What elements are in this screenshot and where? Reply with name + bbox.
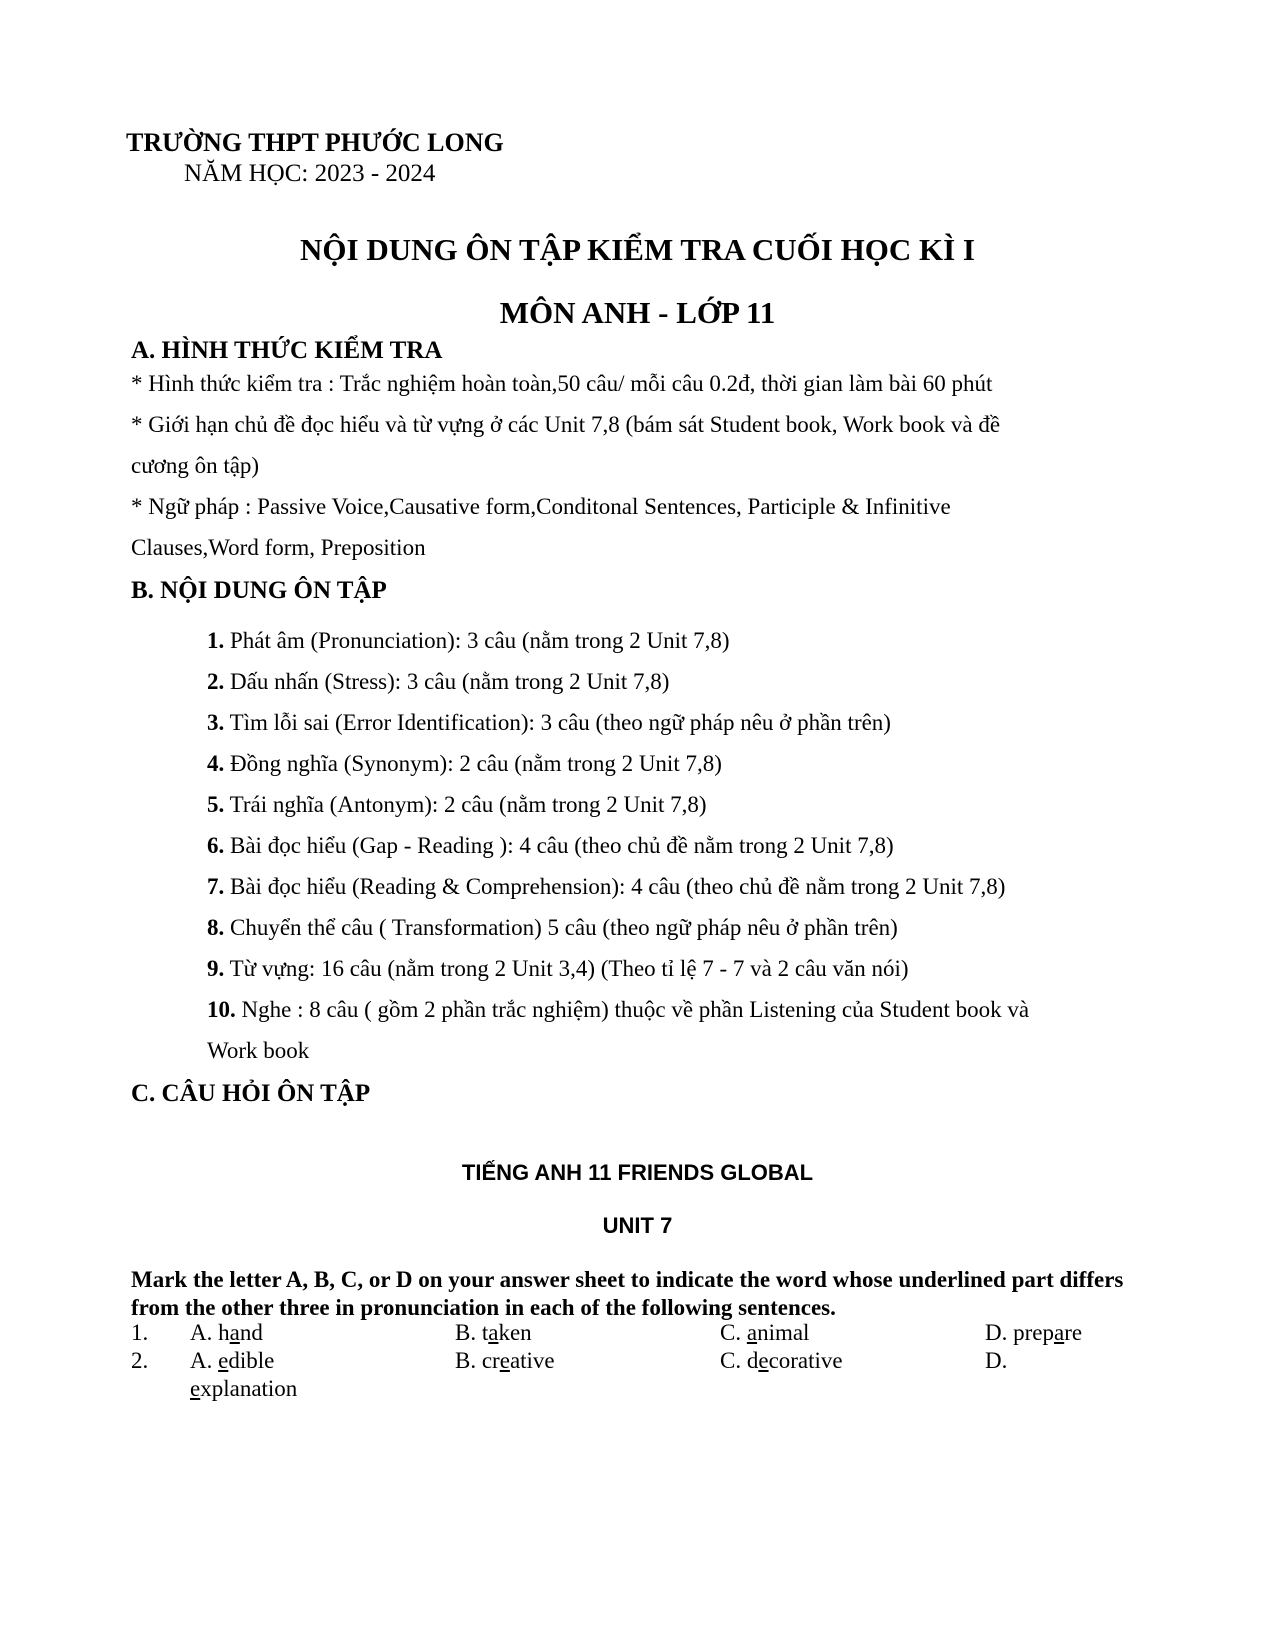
option-c: C. decorative [720,1348,843,1373]
list-item [207,833,894,859]
list-item [207,997,1029,1023]
document-subtitle: MÔN ANH - LỚP 11 [499,295,776,330]
option-c: C. animal [720,1320,810,1345]
item-text: Chuyển thể câu ( Transformation) 5 câu (theo ngữ pháp nêu ở phần trên) [224,915,898,940]
section-a-line: cương ôn tập) [131,453,260,478]
option-a: A. hand [190,1320,263,1345]
section-a-line: Clauses,Word form, Preposition [131,535,426,560]
section-b-heading: B. NỘI DUNG ÔN TẬP [131,577,387,604]
list-item [207,628,730,654]
item-text: Nghe : 8 câu ( gồm 2 phần trắc nghiệm) thuộc về phần Listening của Student book và [235,997,1030,1022]
list-item [207,874,1005,900]
section-a-line: * Giới hạn chủ đề đọc hiểu và từ vựng ở các Unit 7,8 (bám sát Student book, Work book và đề [131,412,1001,437]
option-d-wrapped-text: explanation [190,1376,298,1401]
section-a-heading: A. HÌNH THỨC KIỂM TRA [131,337,443,364]
item-text: Bài đọc hiểu (Gap - Reading ): 4 câu (theo chủ đề nằm trong 2 Unit 7,8) [224,833,894,858]
item-number: 4. [207,751,225,776]
item-number: 2. [207,669,225,694]
item-number: 7. [207,874,225,899]
document-title: NỘI DUNG ÔN TẬP KIỂM TRA CUỐI HỌC KÌ I [300,232,975,267]
school-name: TRƯỜNG THPT PHƯỚC LONG [126,128,504,157]
question-instruction: Mark the letter A, B, C, or D on your answer sheet to indicate the word whose underlined part differs from the other three in pronunciation in each of the following sentences. [131,1267,1124,1320]
list-item [207,751,722,777]
item-text: Đồng nghĩa (Synonym): 2 câu (nằm trong 2 Unit 7,8) [224,751,722,776]
section-a-line: * Hình thức kiểm tra : Trắc nghiệm hoàn toàn,50 câu/ mỗi câu 0.2đ, thời gian làm bài 60 phút [131,371,993,396]
option-a: A. edible [190,1348,275,1373]
list-item [207,915,898,941]
item-text: Tìm lỗi sai (Error Identification): 3 câu (theo ngữ pháp nêu ở phần trên) [224,710,891,735]
list-item [207,956,909,982]
item-text: Từ vựng: 16 câu (nằm trong 2 Unit 3,4) (Theo tỉ lệ 7 - 7 và 2 câu văn nói) [224,956,909,981]
item-number: 8. [207,915,225,940]
list-item [207,710,891,736]
item-text: Phát âm (Pronunciation): 3 câu (nằm trong 2 Unit 7,8) [224,628,730,653]
unit-title: UNIT 7 [602,1213,673,1238]
list-item [207,792,707,818]
item-number: 1. [207,628,225,653]
item-text: Dấu nhấn (Stress): 3 câu (nằm trong 2 Unit 7,8) [224,669,670,694]
list-item [207,669,669,695]
section-c-heading: C. CÂU HỎI ÔN TẬP [131,1080,371,1107]
item-text: Trái nghĩa (Antonym): 2 câu (nằm trong 2 Unit 7,8) [224,792,707,817]
section-a-line: * Ngữ pháp : Passive Voice,Causative form,Conditonal Sentences, Participle & Infinitive [131,494,951,519]
question-number: 2. [131,1348,149,1373]
option-b: B. taken [455,1320,532,1345]
list-item-continuation: Work book [207,1038,310,1063]
option-b: B. creative [455,1348,555,1373]
option-d: D. prepare [985,1320,1083,1345]
item-number: 3. [207,710,225,735]
school-year: NĂM HỌC: 2023 - 2024 [184,160,436,187]
option-d: D. [985,1348,1008,1373]
item-text: Bài đọc hiểu (Reading & Comprehension): 4 câu (theo chủ đề nằm trong 2 Unit 7,8) [224,874,1006,899]
question-number: 1. [131,1320,149,1345]
item-number: 6. [207,833,225,858]
book-title: TIẾNG ANH 11 FRIENDS GLOBAL [461,1160,814,1185]
item-number: 9. [207,956,225,981]
item-number: 5. [207,792,225,817]
item-number: 10. [207,997,236,1022]
